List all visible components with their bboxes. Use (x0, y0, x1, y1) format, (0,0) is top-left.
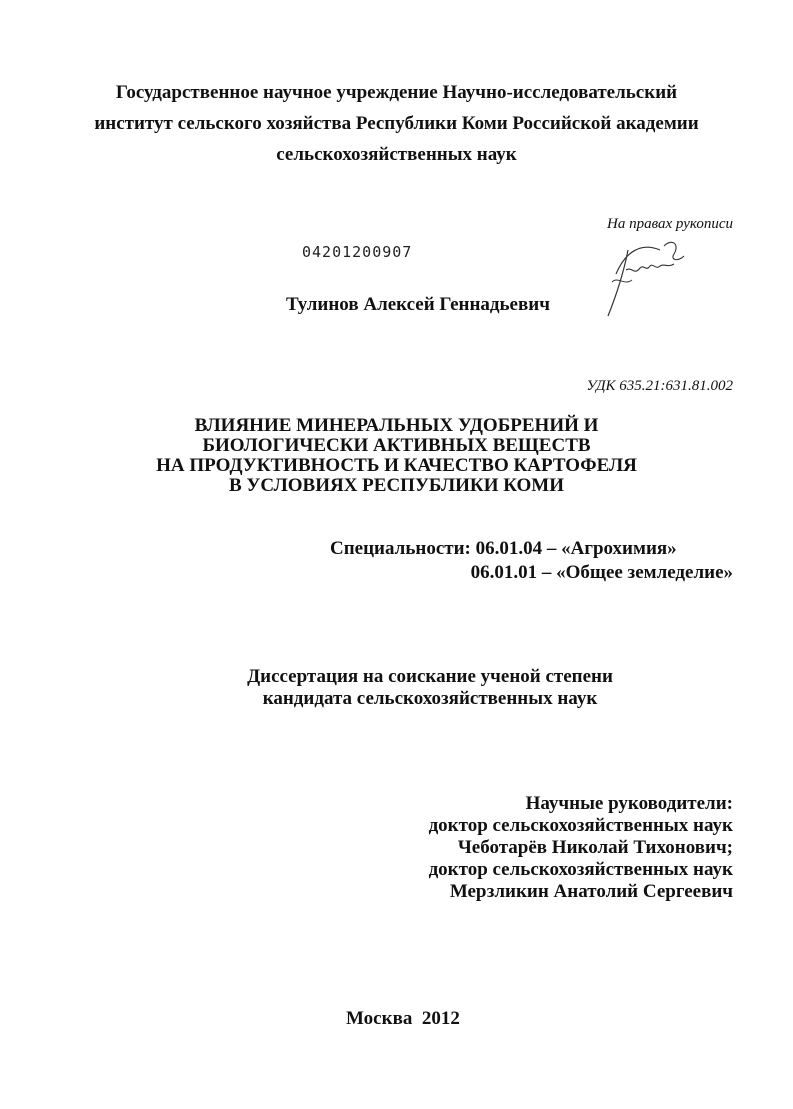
degree-line: Диссертация на соискание ученой степени (247, 666, 613, 687)
supervisors-line: Мерзликин Анатолий Сергеевич (449, 881, 733, 902)
title-line: НА ПРОДУКТИВНОСТЬ И КАЧЕСТВО КАРТОФЕЛЯ (156, 455, 637, 476)
title-line: БИОЛОГИЧЕСКИ АКТИВНЫХ ВЕЩЕСТВ (202, 435, 591, 456)
degree-statement (150, 666, 710, 710)
supervisors-line: Чеботарёв Николай Тихонович; (457, 837, 733, 858)
author-name: Тулинов Алексей Геннадьевич (286, 294, 550, 315)
udc-code: УДК 635.21:631.81.002 (586, 378, 733, 394)
institution-line: сельскохозяйственных наук (276, 144, 517, 165)
supervisors-line: доктор сельскохозяйственных наук (428, 815, 733, 836)
institution-line: Государственное научное учреждение Научно-исследовательский (115, 82, 678, 103)
specialty-line-1: Специальности: 06.01.04 – «Агрохимия» (330, 538, 677, 559)
supervisors-block (360, 793, 733, 903)
title-line: В УСЛОВИЯХ РЕСПУБЛИКИ КОМИ (228, 475, 565, 496)
degree-line: кандидата сельскохозяйственных наук (262, 688, 598, 709)
institution-header (60, 77, 733, 170)
specialty-line-2: 06.01.01 – «Общее земледелие» (470, 562, 733, 583)
supervisors-line: доктор сельскохозяйственных наук (428, 859, 733, 880)
dissertation-title (150, 416, 643, 496)
handwritten-signature-icon (598, 226, 688, 321)
institution-line: институт сельского хозяйства Республики Коми Российской академии (94, 113, 699, 134)
registry-number: 04201200907 (302, 243, 413, 261)
manuscript-note: На правах рукописи (607, 216, 733, 232)
city-year: Москва 2012 (346, 1008, 460, 1029)
title-line: ВЛИЯНИЕ МИНЕРАЛЬНЫХ УДОБРЕНИЙ И (194, 415, 599, 436)
supervisors-line: Научные руководители: (525, 793, 733, 814)
